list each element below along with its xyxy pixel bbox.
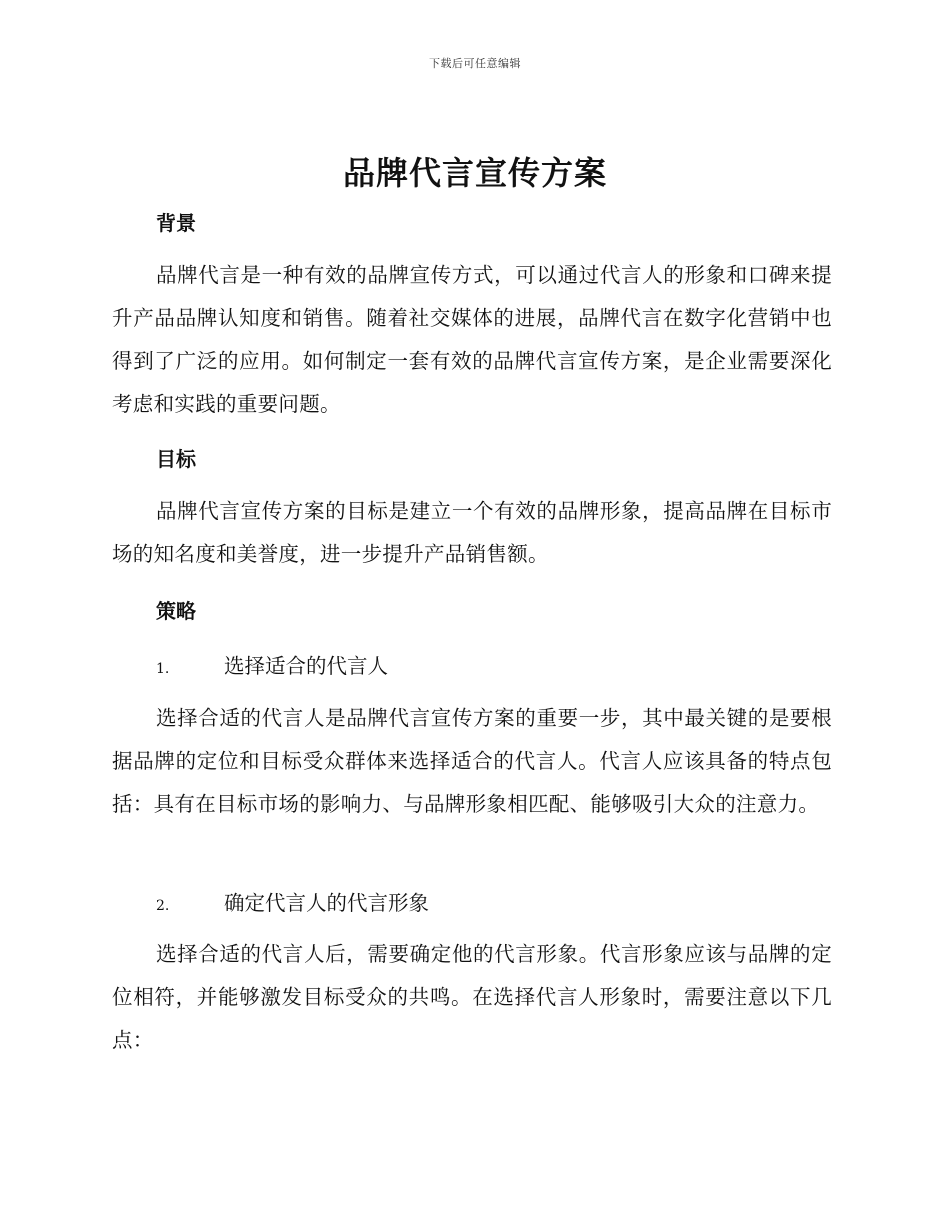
paragraph-goal: 品牌代言宣传方案的目标是建立一个有效的品牌形象，提高品牌在目标市场的知名度和美誉度，进一步提升产品销售额。 — [112, 499, 832, 566]
paragraph-strategy-2: 选择合适的代言人后，需要确定他的代言形象。代言形象应该与品牌的定位相符，并能够激发目标受众的共鸣。在选择代言人形象时，需要注意以下几点： — [112, 942, 832, 1052]
document-title: 品牌代言宣传方案 — [342, 154, 607, 192]
list-item-title: 确定代言人的代言形象 — [224, 891, 429, 915]
section-heading-background: 背景 — [156, 211, 196, 235]
strategy-item-1-title — [156, 649, 388, 679]
paragraph-strategy-1: 选择合适的代言人是品牌代言宣传方案的重要一步，其中最关键的是要根据品牌的定位和目标受众群体来选择适合的代言人。代言人应该具备的特点包括：具有在目标市场的影响力、与品牌形象相匹配、能够吸引大众的注意力。 — [112, 706, 832, 816]
paragraph-background: 品牌代言是一种有效的品牌宣传方式，可以通过代言人的形象和口碑来提升产品品牌认知度和销售。随着社交媒体的进展，品牌代言在数字化营销中也得到了广泛的应用。如何制定一套有效的品牌代言宣传方案，是企业需要深化考虑和实践的重要问题。 — [112, 263, 832, 416]
list-item-title: 选择适合的代言人 — [224, 654, 388, 678]
list-number: 2. — [156, 898, 170, 914]
section-heading-strategy: 策略 — [156, 599, 196, 623]
list-number: 1. — [156, 661, 170, 677]
strategy-item-2-title — [156, 886, 429, 916]
section-heading-goal: 目标 — [156, 447, 196, 471]
page-header-note: 下载后可任意编辑 — [429, 57, 521, 70]
